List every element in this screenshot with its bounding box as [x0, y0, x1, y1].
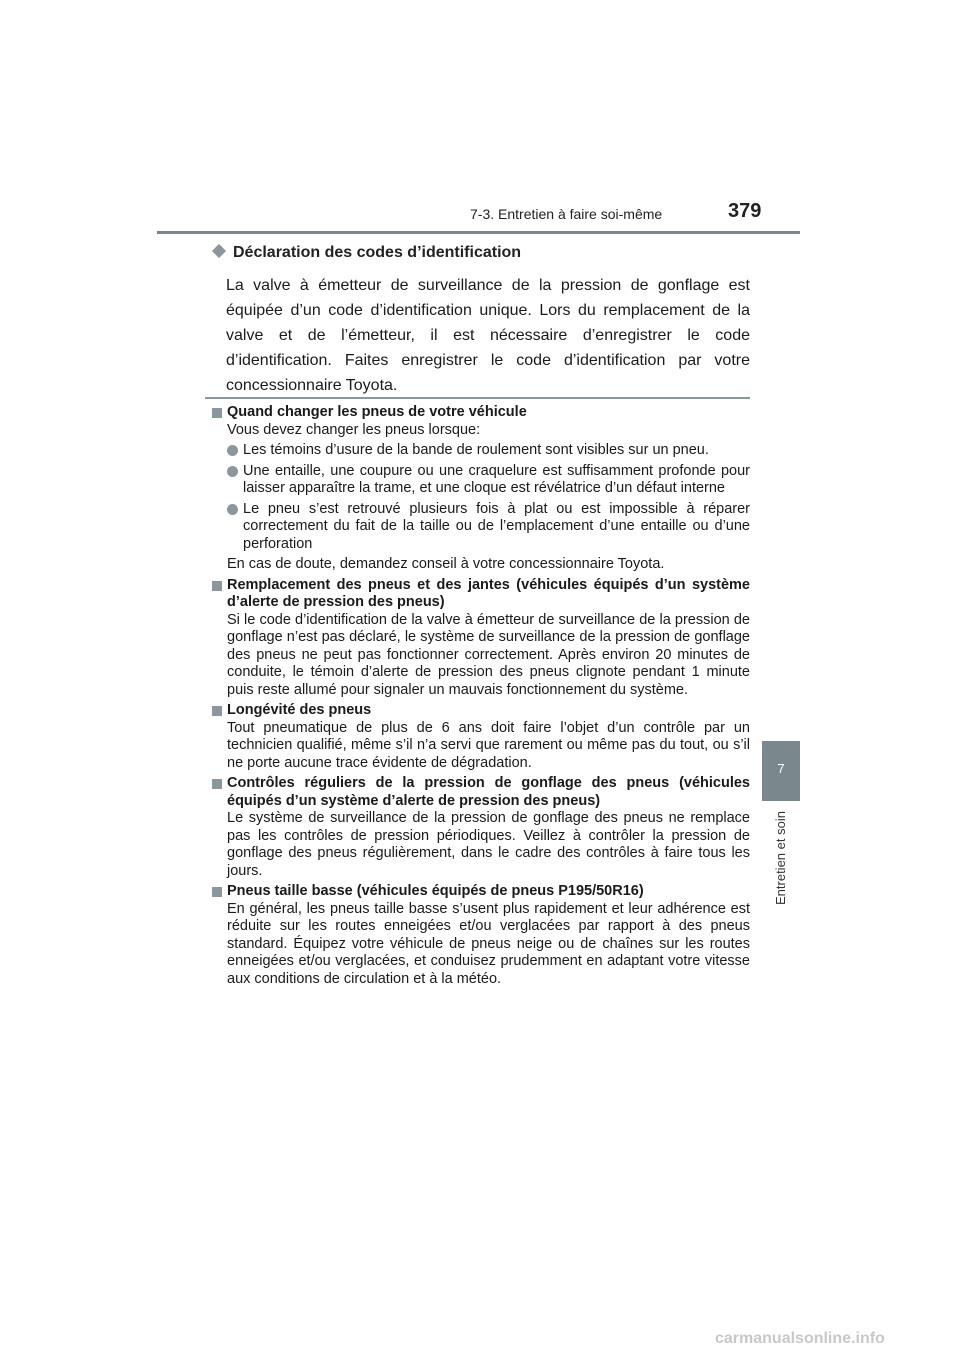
section-title: 7-3. Entretien à faire soi-même	[470, 206, 663, 222]
round-bullet-icon	[227, 466, 238, 477]
header-rule	[157, 231, 800, 234]
note-heading	[210, 577, 750, 612]
square-bullet-icon	[212, 408, 222, 418]
list-item	[210, 442, 750, 460]
note-heading	[210, 883, 750, 901]
chapter-tab	[762, 741, 800, 801]
note-body: Si le code d’identification de la valve à émetteur de surveillance de la pression de gonflage n’est pas déclaré, le système de surveillance de la pression de gonflage des pneus ne peut pas fonctionner correctement. Après environ 20 minutes de conduite, le témoin d’alerte de pression des pneus clignote pendant 1 minute puis reste allumé pour signaler un mauvais fonctionnement du système.	[227, 611, 750, 698]
chapter-label: Entretien et soin	[773, 811, 788, 905]
note-tire-wheel-replacement	[210, 577, 750, 700]
note-title: Contrôles réguliers de la pression de gonflage des pneus (véhicules équipés d’un système d’alerte de pression des pneus)	[227, 775, 750, 809]
note-intro: Vous devez changer les pneus lorsque:	[227, 421, 481, 438]
note-pressure-checks	[210, 775, 750, 880]
square-bullet-icon	[212, 706, 222, 716]
section-divider	[205, 397, 750, 399]
note-title: Remplacement des pneus et des jantes (véhicules équipés d’un système d’alerte de pression des pneus)	[227, 576, 750, 610]
square-bullet-icon	[212, 779, 222, 789]
note-body: Le système de surveillance de la pression de gonflage des pneus ne remplace pas les contrôles de pression périodiques. Veillez à contrôler la pression de gonflage des pneus régulièrement, dans le cadre des contrôles à faire tous les jours.	[227, 810, 750, 879]
round-bullet-icon	[227, 445, 238, 456]
list-item-text: Les témoins d’usure de la bande de roulement sont visibles sur un pneu.	[243, 442, 709, 458]
diamond-icon	[212, 244, 226, 258]
subsection-heading	[205, 242, 750, 264]
page-header	[0, 0, 960, 240]
notes-list	[210, 404, 750, 991]
note-body: Tout pneumatique de plus de 6 ans doit faire l’objet d’un contrôle par un technicien qualifié, même s’il n’a servi que rarement ou même pas du tout, ou s’il ne porte aucune trace évidente de dégradation.	[227, 719, 750, 771]
list-item	[210, 501, 750, 554]
note-heading	[210, 775, 750, 810]
note-title: Pneus taille basse (véhicules équipés de pneus P195/50R16)	[227, 883, 644, 899]
note-body: En général, les pneus taille basse s’usent plus rapidement et leur adhérence est réduite sur les routes enneigées et/ou verglacées par rapport à des pneus standard. Équipez votre véhicule de pneus neige ou de chaînes sur les routes enneigées et/ou verglacées, et conduisez prudemment en adaptant votre vitesse aux conditions de circulation et à la météo.	[227, 900, 750, 987]
note-footer: En cas de doute, demandez conseil à votre concessionnaire Toyota.	[227, 556, 665, 572]
note-heading	[210, 404, 750, 422]
subsection-heading-text: Déclaration des codes d’identification	[233, 244, 522, 261]
chapter-number: 7	[777, 761, 785, 776]
list-item-text: Une entaille, une coupure ou une craquelure est suffisamment profonde pour laisser apparaître la trame, et une cloque est révélatrice d’un défaut interne	[243, 462, 750, 496]
round-bullet-icon	[227, 504, 238, 515]
list-item-text: Le pneu s’est retrouvé plusieurs fois à plat ou est impossible à réparer correctement du fait de la taille ou de l’emplacement d’une entaille ou d’une perforation	[243, 500, 750, 552]
page-number: 379	[728, 200, 762, 222]
note-tire-longevity	[210, 702, 750, 772]
note-low-profile-tires	[210, 883, 750, 988]
subsection-body: La valve à émetteur de surveillance de la pression de gonflage est équipée d’un code d’identification unique. Lors du remplacement de la valve et de l’émetteur, il est nécessaire d’enregistrer le code d’identification. Faites enregistrer le code d’identification par votre concessionnaire Toyota.	[226, 277, 750, 394]
subsection-id-codes	[205, 242, 750, 398]
square-bullet-icon	[212, 581, 222, 591]
note-when-to-change	[210, 404, 750, 574]
note-heading	[210, 702, 750, 720]
note-title: Quand changer les pneus de votre véhicule	[227, 404, 527, 420]
note-title: Longévité des pneus	[227, 702, 372, 718]
watermark: carmanualsonline.info	[715, 1330, 885, 1347]
list-item	[210, 463, 750, 498]
square-bullet-icon	[212, 887, 222, 897]
